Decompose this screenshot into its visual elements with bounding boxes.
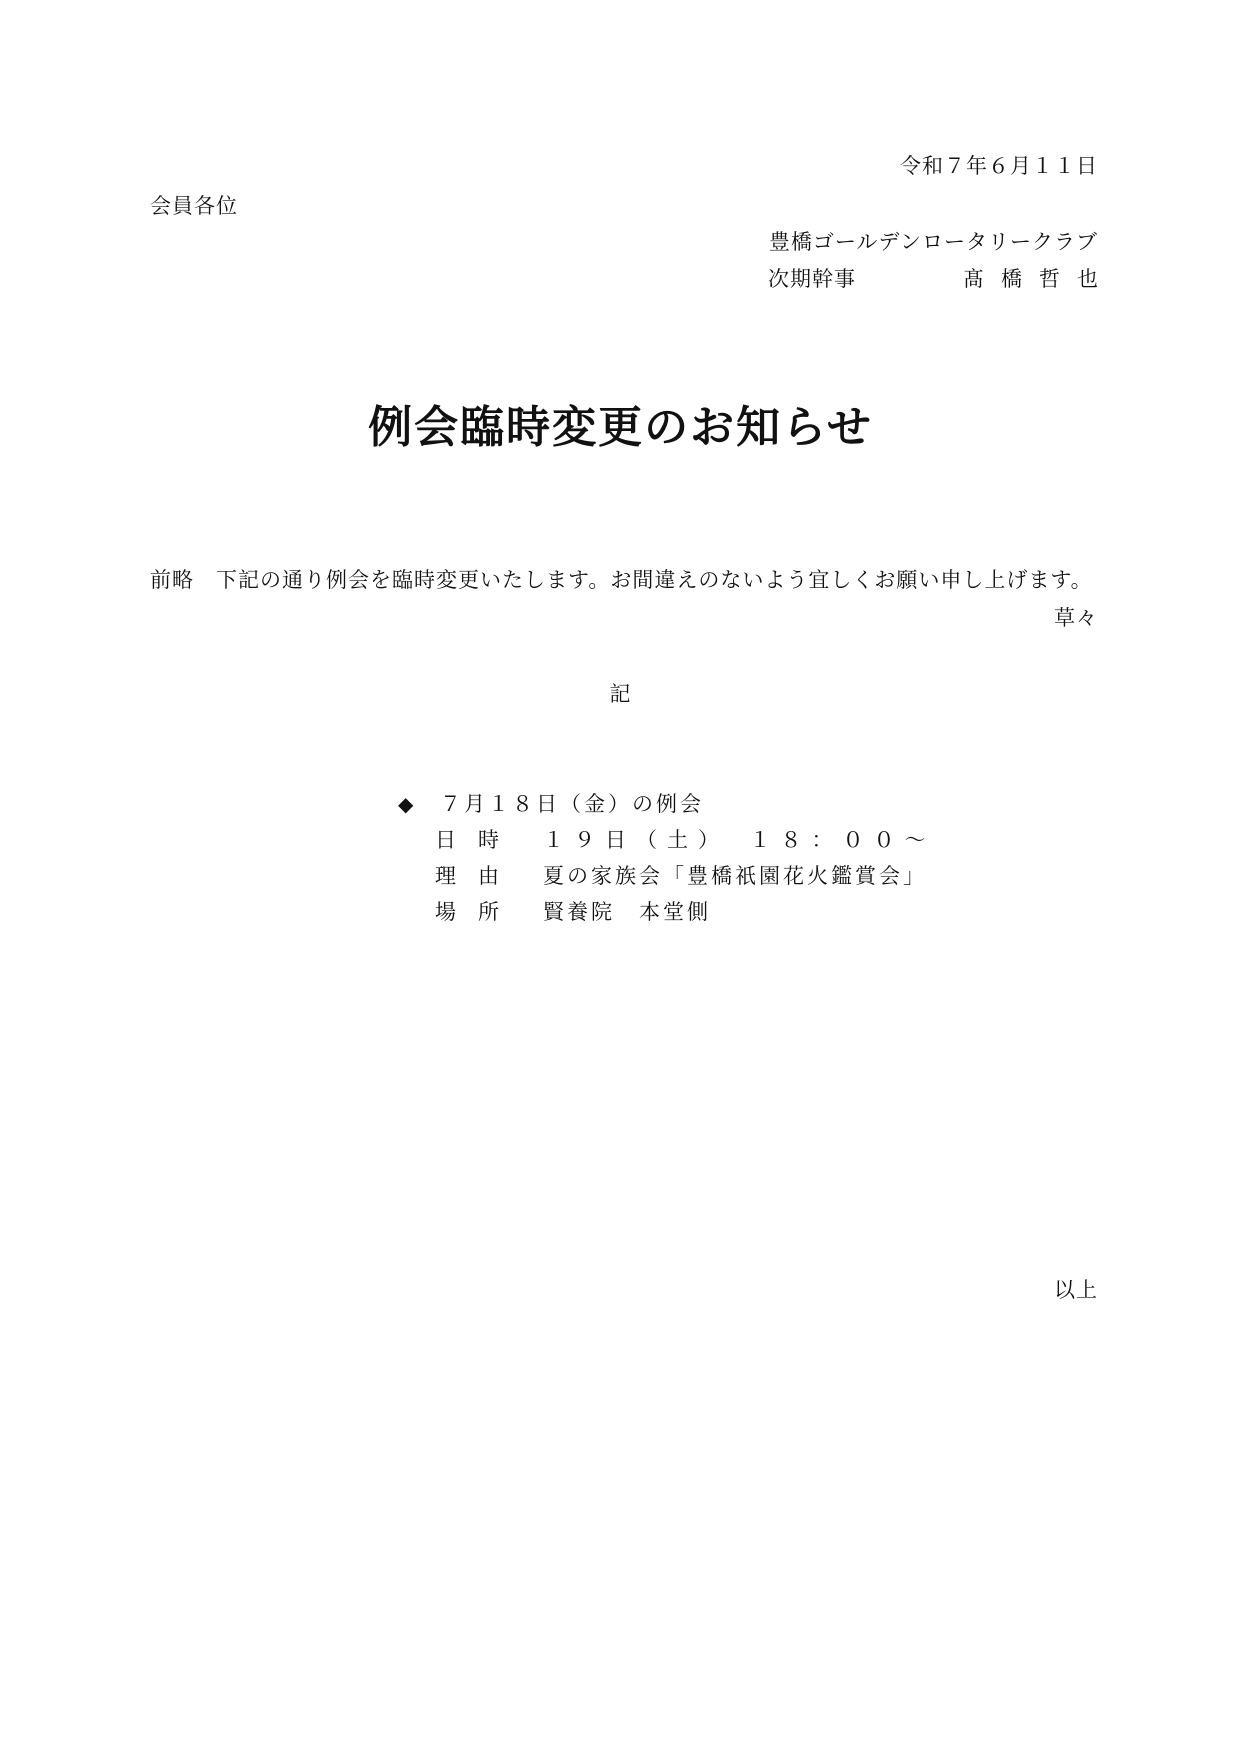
- details-row-place: [398, 898, 958, 934]
- sender-organization: 豊橋ゴールデンロータリークラブ: [768, 230, 1098, 254]
- closing-word: 草々: [1054, 606, 1098, 630]
- body-text: 前略 下記の通り例会を臨時変更いたします。お間違えのないよう宜しくお願い申し上げます。: [150, 568, 1093, 592]
- sender-name: 髙橋哲也: [963, 267, 1115, 291]
- details-label: 理由: [435, 864, 521, 888]
- details-value: １９日（土） １８：００～: [543, 828, 936, 852]
- ki-marker: 記: [609, 682, 632, 706]
- details-value: 夏の家族会「豊橋祇園花火鑑賞会」: [543, 864, 927, 888]
- sender-line: [768, 265, 1115, 293]
- details-value: 賢養院 本堂側: [543, 900, 711, 924]
- details-label: 日時: [435, 828, 521, 852]
- details-row-reason: [398, 862, 958, 898]
- recipient: 会員各位: [150, 194, 238, 218]
- details-section: [398, 790, 958, 934]
- document-date: 令和７年６月１１日: [900, 154, 1098, 178]
- details-label: 場所: [435, 900, 521, 924]
- page-title: 例会臨時変更のお知らせ: [368, 402, 873, 453]
- diamond-bullet-icon: ◆: [398, 792, 415, 816]
- details-item-title: ７月１８日（金）の例会: [440, 792, 704, 816]
- ending-word: 以上: [1054, 1278, 1098, 1302]
- sender-role: 次期幹事: [768, 267, 856, 291]
- details-item-header: [398, 790, 958, 826]
- details-row-datetime: [398, 826, 958, 862]
